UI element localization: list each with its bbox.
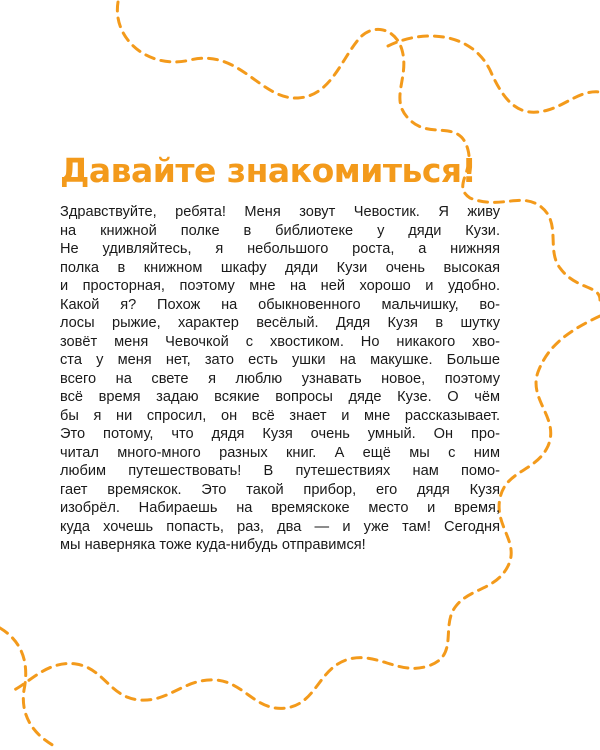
- paragraph-line: читал много-много разных книг. А ещё мы с ним: [60, 444, 500, 461]
- paragraph-line: ста у меня нет, зато есть ушки на макушке. Больше: [60, 352, 500, 368]
- paragraph-line: изобрёл. Набираешь на времяскоке место и время,: [60, 500, 500, 516]
- paragraph-line: любим путешествовать! В путешествиях нам помо-: [60, 463, 500, 479]
- paragraph-line: лосы рыжие, характер весёлый. Дядя Кузя в шутку: [60, 315, 500, 331]
- paragraph-line: мы наверняка тоже куда-нибудь отправимся!: [60, 537, 366, 553]
- paragraph-line: бы я ни спросил, он всё знает и мне рассказывает.: [60, 407, 500, 424]
- paragraph-line: всего на свете я люблю узнавать новое, поэтому: [60, 370, 500, 387]
- page-title: Давайте знакомиться!: [60, 151, 477, 190]
- dashed-left-path: [0, 628, 58, 748]
- paragraph-line: на книжной полке в библиотеке у дяди Кузи.: [60, 222, 500, 239]
- paragraph-line: куда хочешь попасть, раз, два — и уже там! Сегодня: [60, 518, 500, 535]
- paragraph-line: Какой я? Похож на обыкновенного мальчишку, во-: [60, 296, 500, 313]
- paragraph-line: Не удивляйтесь, я небольшого роста, а нижняя: [60, 241, 500, 257]
- paragraph-line: всё время задаю всякие вопросы дяде Кузе. О чём: [60, 389, 500, 405]
- paragraph-line: и просторная, поэтому мне на ней хорошо и удобно.: [60, 278, 500, 294]
- paragraph-line: Это потому, что дядя Кузя очень умный. Он про-: [60, 426, 500, 442]
- paragraph-line: зовёт меня Чевочкой с хвостиком. Но никакого хво-: [60, 333, 500, 350]
- dashed-loop-path: [388, 36, 600, 112]
- paragraph-line: гает времяскок. Это такой прибор, его дядя Кузя: [60, 481, 500, 498]
- intro-paragraph: [60, 203, 500, 555]
- paragraph-line: полка в книжном шкафу дяди Кузи очень высокая: [60, 259, 500, 276]
- paragraph-line: Здравствуйте, ребята! Меня зовут Чевостик. Я живу: [60, 204, 500, 220]
